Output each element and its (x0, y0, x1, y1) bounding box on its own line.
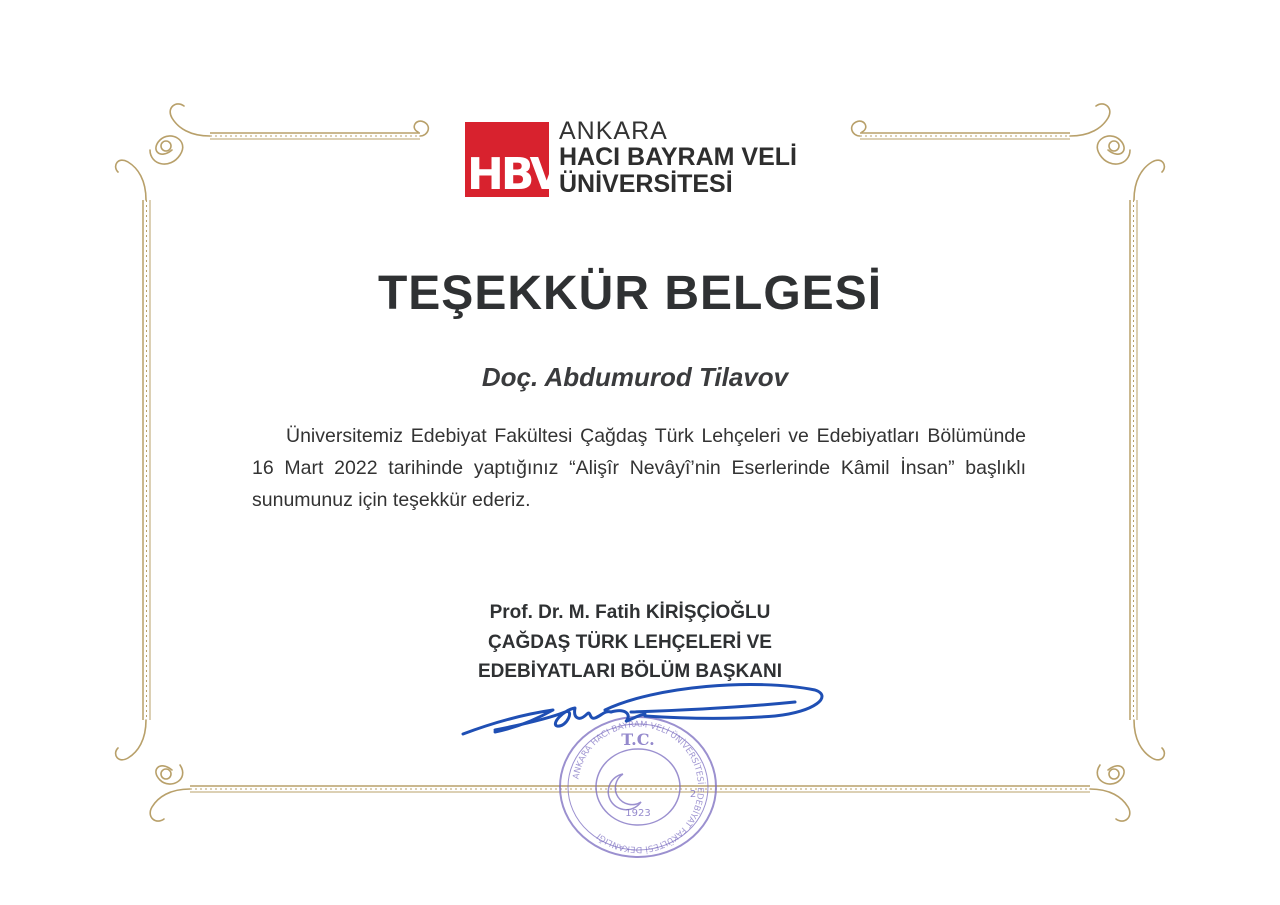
stamp-ring-text: ANKARA HACI BAYRAM VELİ ÜNİVERSİTESİ EDEBİYAT FAKÜLTESİ DEKANLIĞI (571, 719, 706, 855)
signatory-title-line2: EDEBİYATLARI BÖLÜM BAŞKANI (477, 661, 782, 682)
signatory-title-line1: ÇAĞDAŞ TÜRK LEHÇELERİ VE (488, 632, 772, 653)
logo-letters: HBV (467, 149, 561, 200)
logo-city: ANKARA (559, 117, 668, 145)
handwritten-signature (455, 672, 830, 742)
certificate-body-text: Üniversitemiz Edebiyat Fakültesi Çağdaş Türk Lehçeleri ve Edebiyatları Bölümünde 16 Mart 2022 tarihinde yaptığınız “Alişîr Nevâyî’nin Eserlerinde Kâmil İnsan” başlıklı sunumunuz için teşekkür ederiz. (252, 425, 1026, 511)
certificate-title: TEŞEKKÜR BELGESİ (377, 267, 883, 320)
stamp-year: 1923 (625, 808, 651, 819)
signatory-name: Prof. Dr. M. Fatih KİRİŞÇİOĞLU (489, 602, 771, 623)
recipient-name: Doç. Abdumurod Tilavov (481, 362, 789, 392)
logo-university-name-line2: ÜNİVERSİTESİ (559, 170, 733, 198)
stamp-number: 2 (689, 789, 697, 800)
stamp-top-text: T.C. (621, 730, 655, 749)
logo-university-name-line1: HACI BAYRAM VELİ (559, 143, 797, 171)
